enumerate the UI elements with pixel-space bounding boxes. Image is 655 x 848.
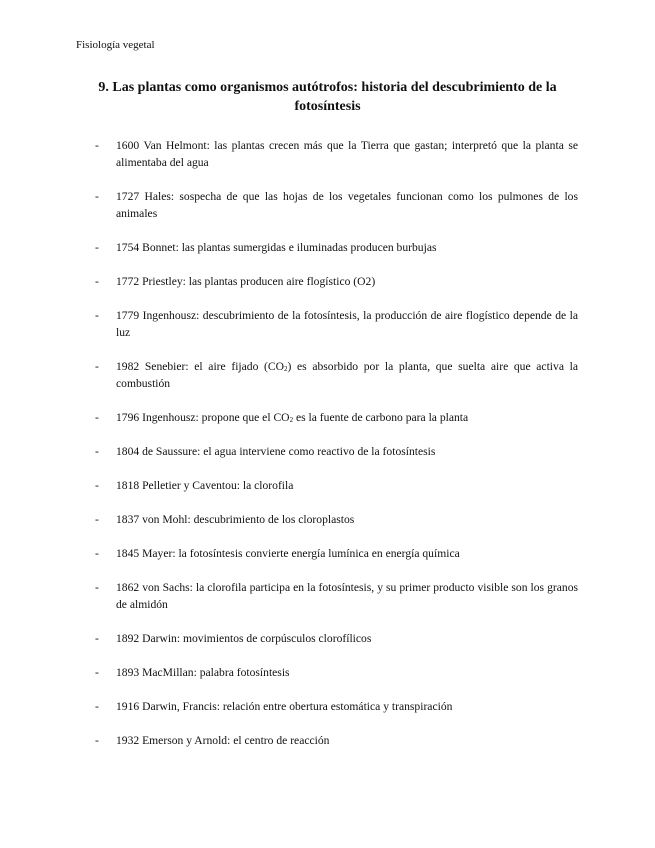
bullet-dash: - bbox=[95, 445, 99, 458]
subscript: 2 bbox=[284, 365, 288, 373]
item-text-part: ) es absorbido por la planta, que suelta aire que activa la combustión bbox=[116, 360, 578, 390]
timeline-item-1837 bbox=[76, 511, 578, 528]
item-text-part: 1796 Ingenhousz: propone que el CO bbox=[116, 411, 290, 424]
timeline-item-1772 bbox=[76, 273, 578, 290]
item-text: 1845 Mayer: la fotosíntesis convierte energía lumínica en energía química bbox=[116, 547, 460, 560]
item-text: 1932 Emerson y Arnold: el centro de reacción bbox=[116, 734, 330, 747]
history-timeline bbox=[76, 137, 578, 766]
item-text: 1862 von Sachs: la clorofila participa en la fotosíntesis, y su primer producto visible son los granos de almidón bbox=[116, 581, 578, 611]
bullet-dash: - bbox=[95, 666, 99, 679]
timeline-item-1893 bbox=[76, 664, 578, 681]
item-text bbox=[116, 409, 578, 426]
item-text: 1818 Pelletier y Caventou: la clorofila bbox=[116, 479, 294, 492]
item-text-part: 1982 Senebier: el aire fijado (CO bbox=[116, 360, 285, 373]
item-text: 1772 Priestley: las plantas producen aire flogístico (O2) bbox=[116, 275, 376, 288]
bullet-dash: - bbox=[95, 275, 99, 288]
timeline-item-1796 bbox=[76, 409, 578, 426]
timeline-item-1754 bbox=[76, 239, 578, 256]
bullet-dash: - bbox=[95, 139, 99, 152]
bullet-dash: - bbox=[95, 734, 99, 747]
bullet-dash: - bbox=[95, 190, 99, 203]
bullet-dash: - bbox=[95, 513, 99, 526]
timeline-item-1982 bbox=[76, 358, 578, 392]
item-text: 1754 Bonnet: las plantas sumergidas e iluminadas producen burbujas bbox=[116, 241, 437, 254]
bullet-dash: - bbox=[95, 632, 99, 645]
timeline-item-1845 bbox=[76, 545, 578, 562]
item-text: 1893 MacMillan: palabra fotosíntesis bbox=[116, 666, 290, 679]
running-header: Fisiología vegetal bbox=[76, 39, 155, 51]
item-text: 1727 Hales: sospecha de que las hojas de los vegetales funcionan como los pulmones de los animales bbox=[116, 190, 578, 220]
bullet-dash: - bbox=[95, 241, 99, 254]
item-text: 1837 von Mohl: descubrimiento de los cloroplastos bbox=[116, 513, 355, 526]
bullet-dash: - bbox=[95, 479, 99, 492]
item-text: 1600 Van Helmont: las plantas crecen más que la Tierra que gastan; interpretó que la planta se alimentaba del agua bbox=[116, 139, 578, 169]
item-text: 1779 Ingenhousz: descubrimiento de la fotosíntesis, la producción de aire flogístico depende de la luz bbox=[116, 309, 578, 339]
bullet-dash: - bbox=[95, 411, 99, 424]
timeline-item-1727 bbox=[76, 188, 578, 222]
section-title: 9. Las plantas como organismos autótrofos: historia del descubrimiento de la fotosíntesis bbox=[98, 80, 557, 114]
item-text: 1804 de Saussure: el agua interviene como reactivo de la fotosíntesis bbox=[116, 445, 436, 458]
item-text-part: es la fuente de carbono para la planta bbox=[293, 411, 469, 424]
bullet-dash: - bbox=[95, 581, 99, 594]
timeline-item-1916 bbox=[76, 698, 578, 715]
bullet-dash: - bbox=[95, 547, 99, 560]
item-text bbox=[116, 358, 578, 392]
subscript: 2 bbox=[289, 416, 294, 424]
timeline-item-1779 bbox=[76, 307, 578, 341]
bullet-dash: - bbox=[95, 360, 99, 373]
timeline-item-1932 bbox=[76, 732, 578, 749]
bullet-dash: - bbox=[95, 309, 99, 322]
timeline-item-1600 bbox=[76, 137, 578, 171]
timeline-item-1818 bbox=[76, 477, 578, 494]
timeline-item-1804 bbox=[76, 443, 578, 460]
item-text: 1916 Darwin, Francis: relación entre obertura estomática y transpiración bbox=[116, 700, 453, 713]
item-text: 1892 Darwin: movimientos de corpúsculos clorofílicos bbox=[116, 632, 372, 645]
timeline-item-1892 bbox=[76, 630, 578, 647]
bullet-dash: - bbox=[95, 700, 99, 713]
timeline-item-1862 bbox=[76, 579, 578, 613]
